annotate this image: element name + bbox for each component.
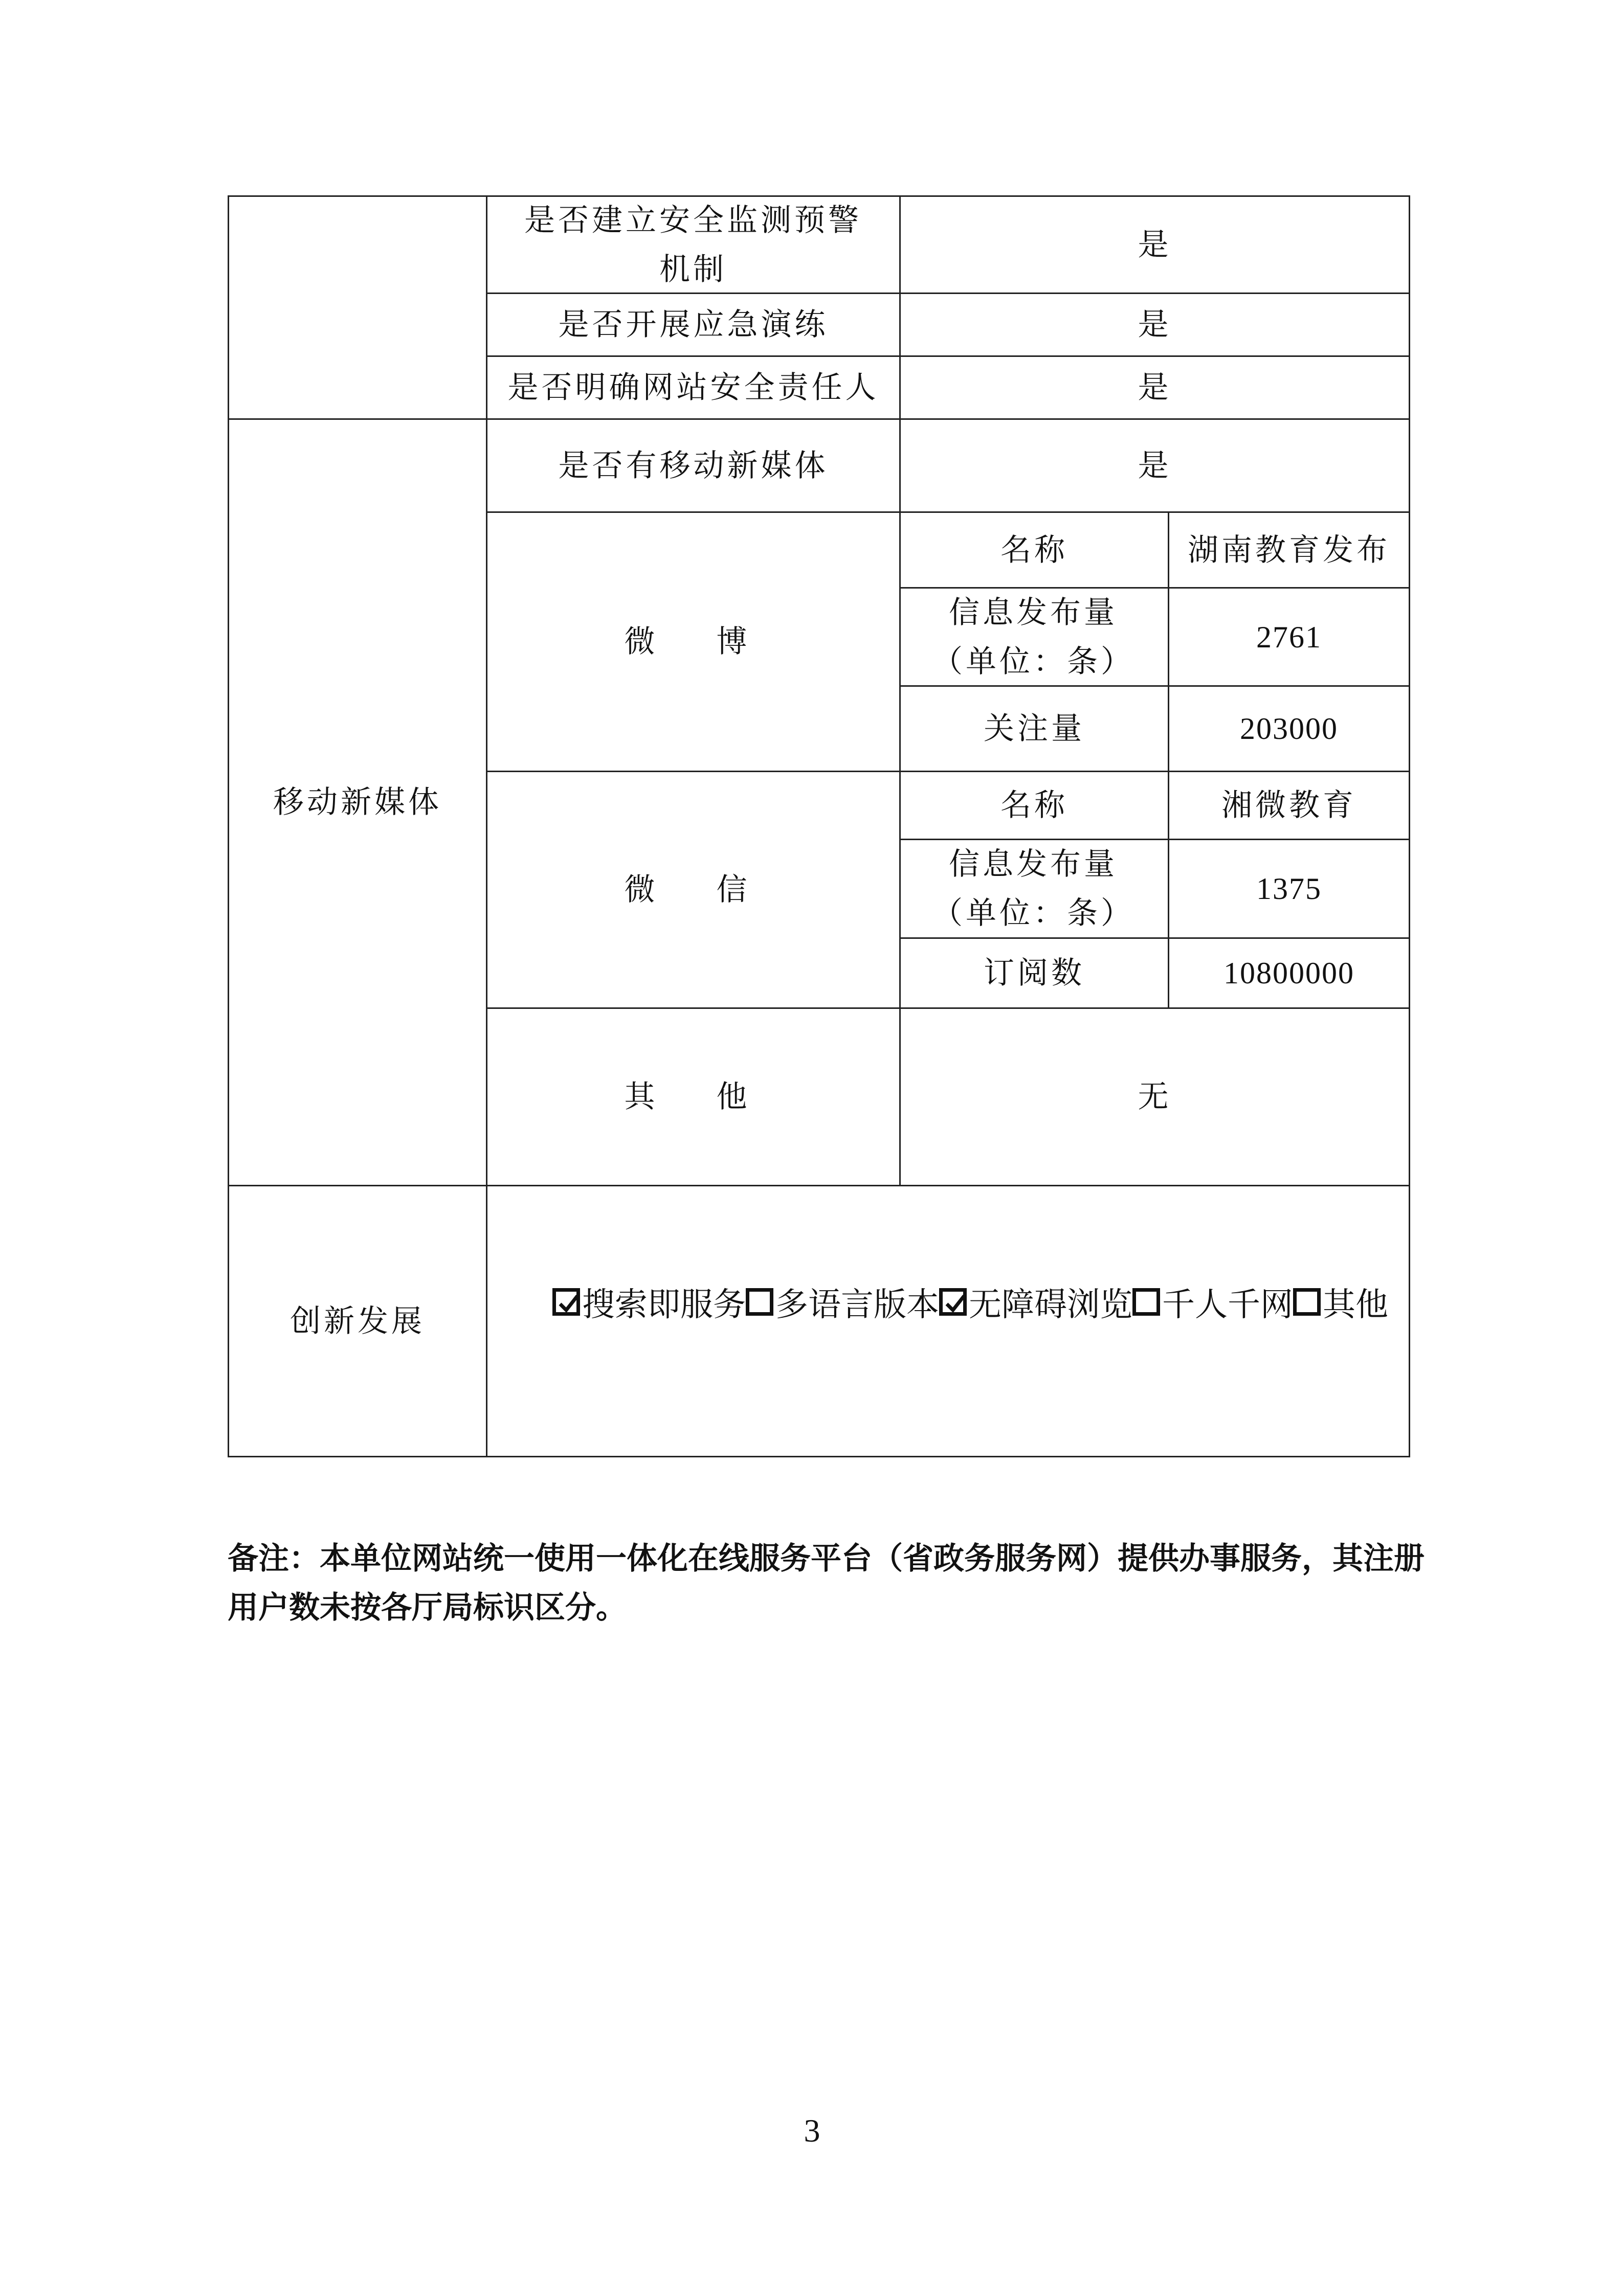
other-media-value: 无 bbox=[1138, 1079, 1172, 1115]
checkbox-unchecked-icon[interactable] bbox=[746, 1288, 773, 1316]
table-rule bbox=[228, 1456, 1410, 1457]
table-rule bbox=[1409, 195, 1410, 1457]
weibo-posts-label: 信息发布量（单位：条） bbox=[932, 594, 1134, 680]
option-label: 其他 bbox=[1323, 1286, 1388, 1324]
security-owner-value: 是 bbox=[1138, 370, 1172, 406]
wechat-subscribers-value: 10800000 bbox=[1223, 956, 1354, 990]
innovation-options bbox=[552, 1278, 1388, 1325]
wechat-name-value: 湘微教育 bbox=[1221, 787, 1356, 823]
checkbox-unchecked-icon[interactable] bbox=[1293, 1288, 1321, 1316]
wechat-name-label: 名称 bbox=[1000, 787, 1068, 823]
option-label: 无障碍浏览 bbox=[969, 1286, 1132, 1324]
weibo-name-value: 湖南教育发布 bbox=[1188, 532, 1390, 568]
option-label: 搜索即服务 bbox=[582, 1286, 746, 1324]
option-label: 千人千网 bbox=[1162, 1286, 1293, 1324]
emergency-drill-value: 是 bbox=[1138, 307, 1172, 343]
security-owner-label: 是否明确网站安全责任人 bbox=[507, 370, 879, 406]
checkbox-checked-icon[interactable] bbox=[939, 1288, 967, 1316]
weibo-name-label: 名称 bbox=[1000, 532, 1068, 568]
weibo-followers-label: 关注量 bbox=[984, 711, 1085, 747]
option-label: 多语言版本 bbox=[775, 1286, 939, 1324]
wechat-label: 微 信 bbox=[624, 872, 763, 908]
security-monitoring-label: 是否建立安全监测预警机制 bbox=[524, 202, 862, 287]
checkbox-checked-icon[interactable] bbox=[552, 1288, 580, 1316]
page-number: 3 bbox=[804, 2112, 820, 2149]
weibo-posts-value: 2761 bbox=[1256, 620, 1322, 654]
weibo-label: 微 博 bbox=[624, 624, 763, 660]
other-media-label: 其 他 bbox=[624, 1079, 763, 1115]
wechat-posts-label: 信息发布量（单位：条） bbox=[932, 846, 1134, 931]
has-mobile-label: 是否有移动新媒体 bbox=[558, 447, 829, 484]
wechat-posts-value: 1375 bbox=[1256, 872, 1322, 906]
weibo-followers-value: 203000 bbox=[1240, 712, 1338, 746]
wechat-subscribers-label: 订阅数 bbox=[984, 955, 1085, 991]
emergency-drill-label: 是否开展应急演练 bbox=[558, 307, 829, 343]
has-mobile-value: 是 bbox=[1138, 447, 1172, 484]
remark-note: 备注：本单位网站统一使用一体化在线服务平台（省政务服务网）提供办事服务，其注册用户数未按各厅局标识区分。 bbox=[228, 1541, 1425, 1626]
security-monitoring-value: 是 bbox=[1138, 227, 1172, 263]
mobile-section-label: 移动新媒体 bbox=[273, 784, 442, 820]
innovation-section-label: 创新发展 bbox=[290, 1303, 425, 1339]
checkbox-unchecked-icon[interactable] bbox=[1132, 1288, 1160, 1316]
